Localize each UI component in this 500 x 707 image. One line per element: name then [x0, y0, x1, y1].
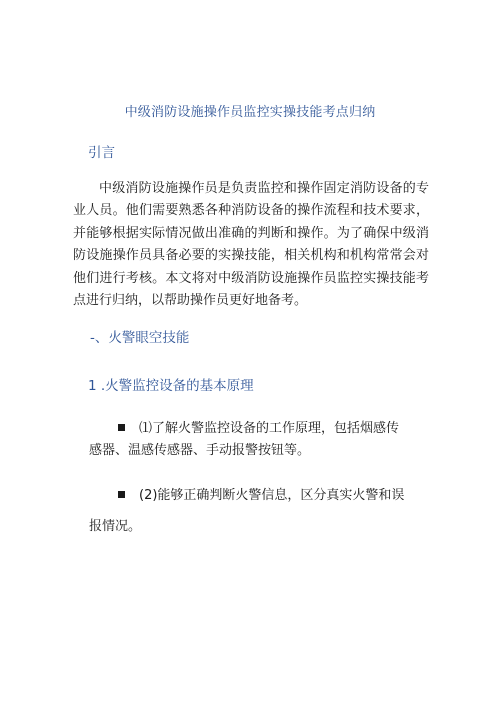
bullet-item-1-continuation: 感器、温感传感器、手动报警按钮等。: [89, 443, 311, 458]
square-bullet-icon: [118, 424, 125, 431]
intro-heading: 引言: [88, 145, 115, 161]
intro-paragraph: 中级消防设施操作员是负责监控和操作固定消防设备的专业人员。他们需要熟悉各种消防设备的操作流程和技术要求，并能够根据实际情况做出准确的判断和操作。为了确保中级消防设施操作员具备必要的实操技能，相关机构和机构常常会对他们进行考核。本文将对中级消防设施操作员监控实操技能考点进行归纳，以帮助操作员更好地备考。: [73, 181, 429, 309]
bullet-item-2: [118, 486, 404, 506]
square-bullet-icon: [118, 491, 125, 498]
subsection-heading: 1 .火警监控设备的基本原理: [88, 378, 254, 394]
section-one-heading: -、火警眼空技能: [90, 330, 190, 346]
document-title: 中级消防设施操作员监控实操技能考点归纳: [124, 105, 376, 120]
bullet-item-1: [118, 419, 399, 439]
bullet-item-2-line1: (2)能够正确判断火警信息，区分真实火警和误: [139, 488, 405, 503]
bullet-item-1-line1: ⑴了解火警监控设备的工作原理，包括烟感传: [139, 421, 400, 436]
bullet-item-2-continuation: 报情况。: [89, 519, 142, 534]
